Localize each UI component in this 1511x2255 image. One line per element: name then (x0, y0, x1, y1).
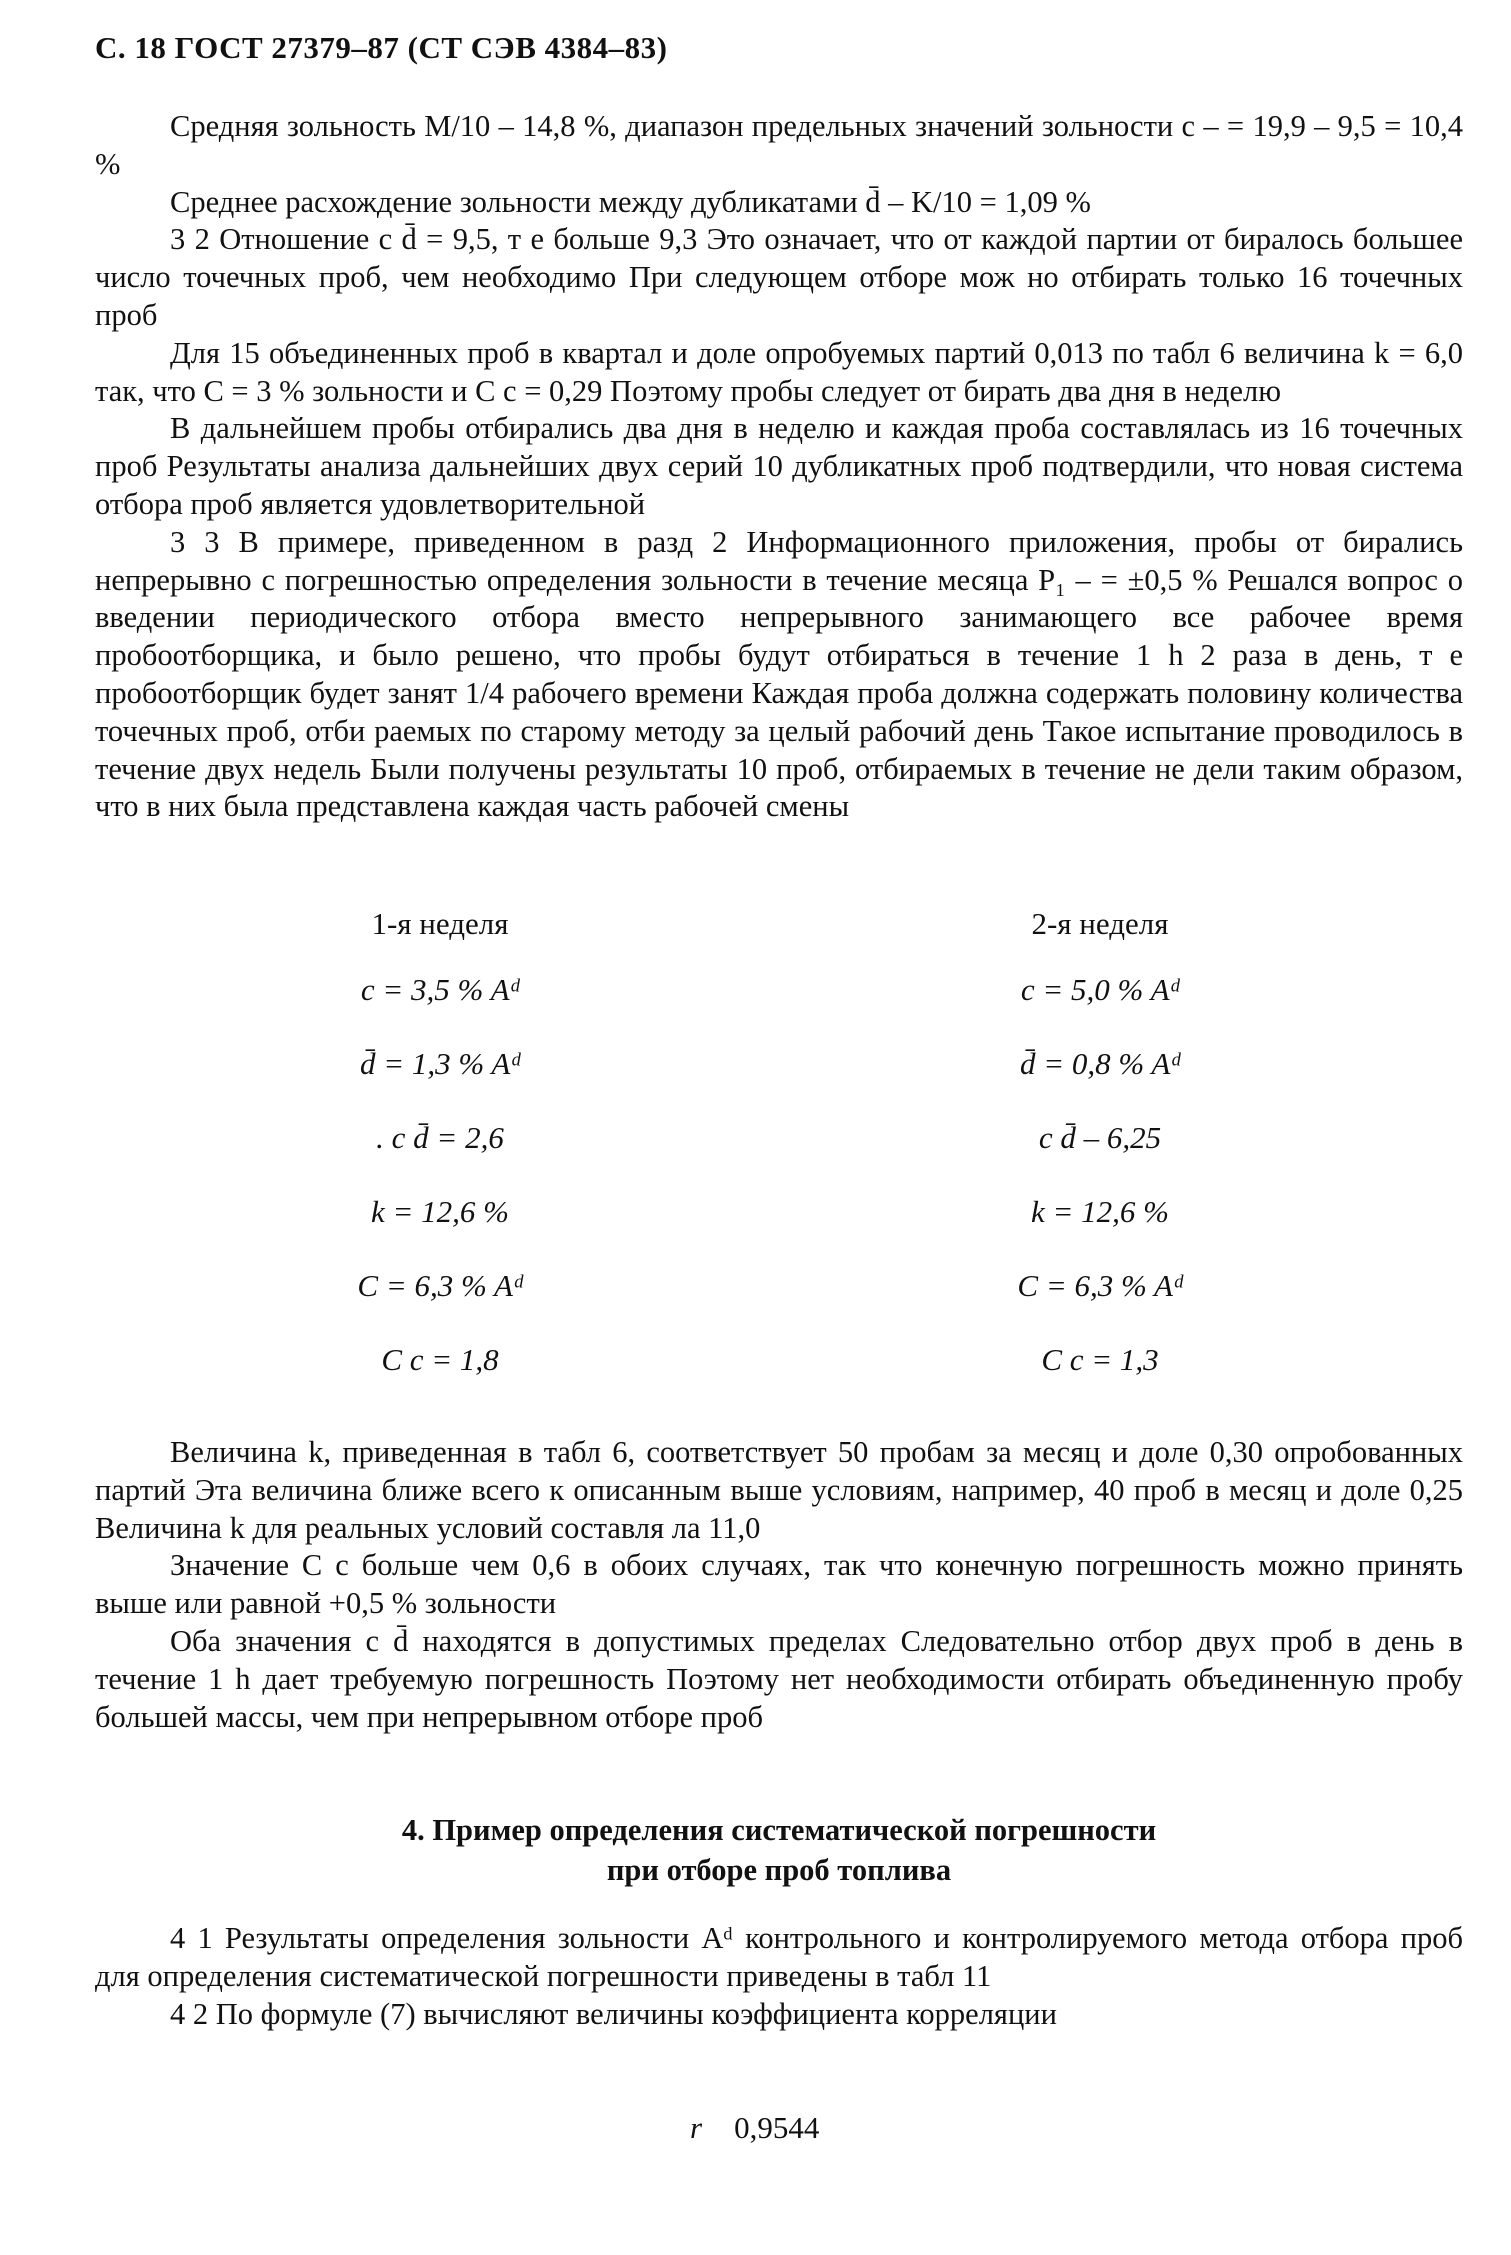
week-value: c d̄ – 6,25 (1038, 1120, 1162, 1155)
week-value: c = 5,0 % Aᵈ (1020, 972, 1180, 1007)
week-value: d̄ = 1,3 % Aᵈ (360, 1046, 520, 1081)
section-body (95, 1920, 1463, 2033)
week-value: k = 12,6 % (1030, 1194, 1169, 1229)
paragraph: 3 2 Отношение c d̄ = 9,5, т е больше 9,3 Это означает, что от каждой партии от биралось большее число точечных проб, чем необходимо При следующем отборе мож но отбирать только 16 точечных проб (95, 222, 1463, 332)
conclusion-text (95, 1434, 1463, 1736)
section-title-line: при отборе проб топлива (606, 1853, 952, 1887)
paragraph: 3 3 В примере, приведенном в разд 2 Информационного приложения, пробы от бирались непрерывно с погрешностью определения зольности в течение месяца P₁ – = ±0,5 % Решался вопрос о введении периодического отбора вместо непрерывного занимающего все рабочее время пробоотборщика, и было решено, что пробы будут отбираться в течение 1 h 2 раза в день, т е пробоотборщик будет занят 1/4 рабочего времени Каждая проба должна содержать половину количества точечных проб, отби раемых по старому методу за целый рабочий день Такое испытание проводилось в течение двух недель Были получены результаты 10 проб, отбираемых в течение не дели таким образом, что в них была представлена каждая часть рабочей смены (95, 524, 1463, 824)
weekly-results (0, 904, 1511, 1424)
paragraph: Оба значения c d̄ находятся в допустимых пределах Следовательно отбор двух проб в день в течение 1 h дает требуемую погрешность Поэтому нет необходимости отбирать объединенную пробу большей массы, чем при непрерывном отборе проб (95, 1623, 1463, 1734)
week-value: . c d̄ = 2,6 (376, 1120, 504, 1155)
paragraph: Среднее расхождение зольности между дубликатами d̄ – K/10 = 1,09 % (170, 184, 1091, 219)
week-heading: 2-я неделя (1031, 906, 1169, 941)
paragraph: В дальнейшем пробы отбирались два дня в неделю и каждая проба составлялась из 16 точечных проб Результаты анализа дальнейших двух серий 10 дубликатных проб подтвердили, что новая система отбора проб является удовлетворительной (95, 411, 1463, 521)
week-value: d̄ = 0,8 % Aᵈ (1020, 1046, 1180, 1081)
week-value: C c = 1,8 (381, 1342, 499, 1377)
paragraph: Для 15 объединенных проб в квартал и доле опробуемых партий 0,013 по табл 6 величина k = 6,0 так, что C = 3 % зольности и C c = 0,29 Поэтому пробы следует от бирать два дня в неделю (95, 335, 1463, 408)
paragraph: Средняя зольность M/10 – 14,8 %, диапазон предельных значений зольности c – = 19,9 – 9,5 = 10,4 % (95, 109, 1463, 181)
week-2-column (890, 904, 1310, 1414)
paragraph: 4 2 По формуле (7) вычисляют величины коэффициента корреляции (170, 1996, 1057, 2031)
formula-value: 0,9544 (734, 2110, 820, 2145)
paragraph: Значение C c больше чем 0,6 в обоих случаях, так что конечную погрешность можно принять выше или равной +0,5 % зольности (95, 1548, 1463, 1621)
section-title-line: 4. Пример определения систематической погрешности (401, 1813, 1157, 1847)
page-header: С. 18 ГОСТ 27379–87 (СТ СЭВ 4384–83) (95, 30, 668, 65)
week-value: c = 3,5 % Aᵈ (360, 972, 520, 1007)
paragraph: Величина k, приведенная в табл 6, соответствует 50 пробам за месяц и доле 0,30 опробованных партий Эта величина ближе всего к описанным выше условиям, например, 40 проб в месяц и доле 0,25 Величина k для реальных условий составля ла 11,0 (95, 1435, 1463, 1545)
week-1-column (230, 904, 650, 1414)
week-value: C = 6,3 % Aᵈ (357, 1268, 523, 1303)
section-heading (95, 1810, 1463, 1890)
week-value: C c = 1,3 (1041, 1342, 1159, 1377)
paragraph: 4 1 Результаты определения зольности Aᵈ контрольного и контролируемого метода отбора проб для определения систематической погрешности приведены в табл 11 (95, 1921, 1463, 1993)
week-value: k = 12,6 % (370, 1194, 509, 1229)
body-text (95, 108, 1463, 826)
week-value: C = 6,3 % Aᵈ (1017, 1268, 1183, 1303)
week-heading: 1-я неделя (371, 906, 509, 941)
formula-symbol: r (690, 2110, 703, 2145)
correlation-formula (690, 2110, 819, 2146)
